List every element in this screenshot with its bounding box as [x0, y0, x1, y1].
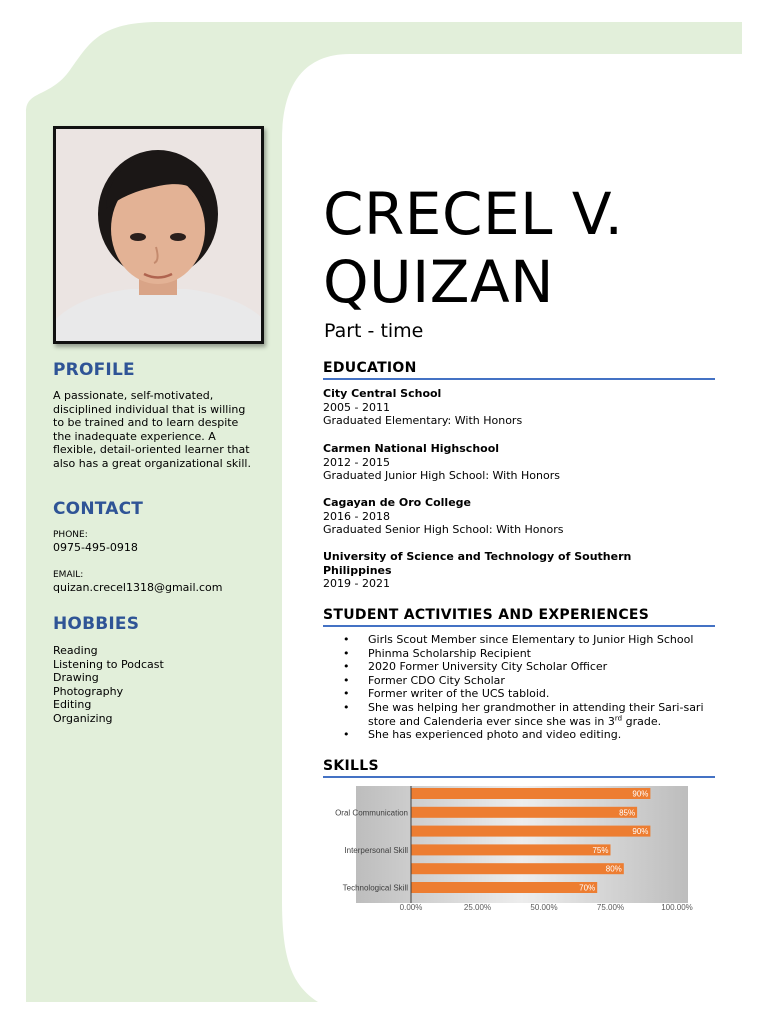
school-name: Cagayan de Oro College [323, 496, 472, 509]
skill-bar [411, 807, 637, 818]
activity-item: • She has experienced photo and video editing. [343, 728, 718, 742]
bar-value-label: 70% [579, 883, 596, 893]
x-tick-label: 25.00% [463, 903, 492, 912]
hobbies-list [53, 644, 268, 726]
skill-bar [411, 844, 611, 855]
email-label: EMAIL: [53, 569, 84, 580]
x-tick-label: 75.00% [596, 903, 625, 912]
activity-text: She was helping her grandmother in attending their Sari-sari [368, 700, 704, 714]
activities-list [343, 633, 718, 742]
school-years: 2016 - 2018 [323, 509, 390, 523]
activity-text: store and Calenderia ever since she was in 3 [368, 714, 615, 728]
skill-bar [411, 863, 624, 874]
activity-text: grade. [622, 714, 662, 728]
profile-line: the inadequate experience. A [53, 429, 216, 443]
hobby-item: Listening to Podcast [53, 657, 164, 671]
activities-heading: STUDENT ACTIVITIES AND EXPERIENCES [323, 607, 715, 627]
contact-heading: CONTACT [53, 499, 144, 519]
profile-line: flexible, detail-oriented learner that [53, 443, 250, 457]
school-years: 2005 - 2011 [323, 400, 390, 414]
education-entry [323, 550, 715, 591]
profile-line: disciplined individual that is willing [53, 402, 246, 416]
category-label: Interpersonal Skill [344, 845, 408, 855]
skill-bar [411, 882, 597, 893]
school-note: Graduated Elementary: With Honors [323, 414, 523, 428]
school-note: Graduated Junior High School: With Honors [323, 469, 560, 483]
bar-value-label: 80% [605, 864, 622, 874]
school-note: Graduated Senior High School: With Honors [323, 523, 564, 537]
phone-value: 0975-495-0918 [53, 541, 138, 554]
hobbies-section [53, 614, 268, 726]
x-tick-label: 0.00% [399, 903, 423, 912]
profile-line: A passionate, self-motivated, [53, 389, 214, 402]
school-name: City Central School [323, 387, 442, 400]
profile-photo [53, 126, 264, 344]
portrait-image [56, 129, 261, 341]
bar-value-label: 90% [632, 789, 649, 799]
skills-chart [300, 783, 720, 918]
hobby-item: Editing [53, 698, 92, 712]
school-name: University of Science and Technology of Southern [323, 550, 632, 563]
hobby-item: Organizing [53, 711, 113, 725]
activity-item: • Phinma Scholarship Recipient [343, 647, 718, 661]
skills-heading: SKILLS [323, 758, 715, 778]
bar-value-label: 75% [592, 845, 609, 855]
profile-section [53, 360, 268, 471]
category-label: Technological Skill [342, 883, 408, 893]
hobby-item: Photography [53, 684, 124, 698]
school-name-cont: Philippines [323, 563, 392, 577]
ordinal-suffix: rd [614, 713, 623, 722]
activity-item: • Former writer of the UCS tabloid. [343, 687, 718, 701]
skill-bar [411, 826, 650, 837]
email-value: quizan.crecel1318@gmail.com [53, 580, 223, 594]
profile-text [53, 389, 268, 471]
job-subtitle: Part - time [324, 320, 424, 342]
profile-line: to be trained and to learn despite [53, 416, 239, 430]
school-years: 2012 - 2015 [323, 455, 390, 469]
bar-value-label: 85% [619, 808, 636, 818]
hobby-item: Drawing [53, 671, 99, 685]
name-line-2: QUIZAN [323, 248, 555, 316]
education-heading: EDUCATION [323, 360, 715, 380]
education-entry [323, 496, 715, 537]
full-name [323, 180, 623, 316]
education-entry [323, 442, 715, 483]
activity-item: • Girls Scout Member since Elementary to Junior High School [343, 633, 718, 647]
contact-section [53, 499, 268, 594]
skill-bar [411, 788, 650, 799]
hobby-item: Reading [53, 644, 98, 657]
profile-line: also has a great organizational skill. [53, 456, 251, 470]
name-line-1: CRECEL V. [323, 180, 624, 248]
education-entry [323, 387, 715, 428]
profile-heading: PROFILE [53, 360, 135, 380]
x-tick-label: 100.00% [661, 903, 693, 912]
activity-item [343, 701, 718, 728]
phone-label: PHONE: [53, 530, 88, 540]
category-label: Oral Communication [335, 808, 408, 818]
activity-item: • 2020 Former University City Scholar Officer [343, 660, 718, 674]
hobbies-heading: HOBBIES [53, 614, 140, 634]
bar-value-label: 90% [632, 827, 649, 837]
school-years: 2019 - 2021 [323, 577, 390, 591]
x-tick-label: 50.00% [530, 903, 558, 912]
activity-item: • Former CDO City Scholar [343, 674, 718, 688]
school-name: Carmen National Highschool [323, 442, 500, 455]
